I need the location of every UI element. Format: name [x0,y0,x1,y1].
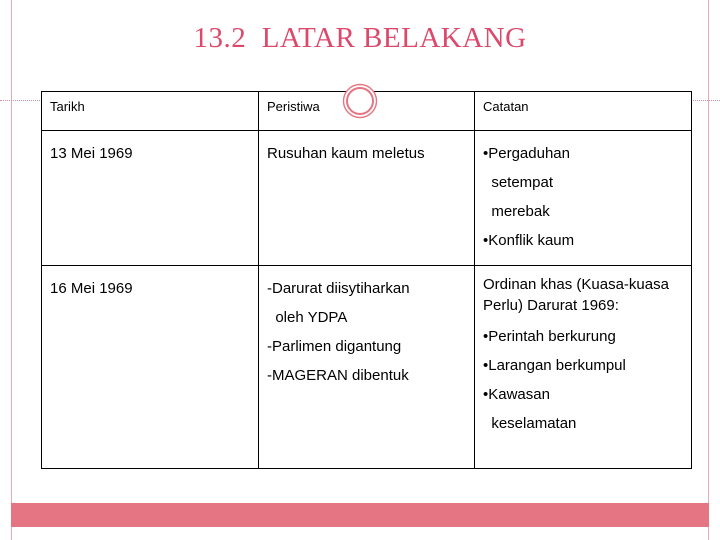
catatan-line: keselamatan [483,415,577,432]
cell-tarikh: 16 Mei 1969 [42,266,259,469]
cell-catatan [475,266,692,469]
table-row [42,266,692,469]
cell-catatan [475,131,692,266]
catatan-bullet: •Kawasan [483,386,550,403]
catatan-line: setempat [483,174,554,191]
left-frame-line [11,0,12,540]
catatan-bullet: •Pergaduhan [483,145,570,162]
peristiwa-line: -Parlimen digantung [267,338,402,355]
events-table [41,91,692,469]
right-frame-line [708,0,709,540]
ring-ornament-icon [342,83,378,119]
catatan-bullet: •Perintah berkurung [483,328,616,345]
cell-tarikh: 13 Mei 1969 [42,131,259,266]
catatan-intro: Ordinan khas (Kuasa-kuasa Perlu) Darurat 1969: [483,276,669,314]
peristiwa-line: -Darurat diisytiharkan [267,280,410,297]
catatan-bullet: •Konflik kaum [483,232,575,249]
header-catatan: Catatan [475,92,692,131]
cell-peristiwa [259,266,475,469]
bottom-band [11,503,709,527]
header-peristiwa: Peristiwa [259,92,475,131]
slide-title: 13.2 LATAR BELAKANG [193,22,527,54]
table-row [42,131,692,266]
header-tarikh: Tarikh [42,92,259,131]
peristiwa-line: oleh YDPA [267,309,348,326]
peristiwa-line: Rusuhan kaum meletus [267,145,425,162]
catatan-bullet: •Larangan berkumpul [483,357,626,374]
catatan-line: merebak [483,203,550,220]
peristiwa-line: -MAGERAN dibentuk [267,367,409,384]
cell-peristiwa [259,131,475,266]
